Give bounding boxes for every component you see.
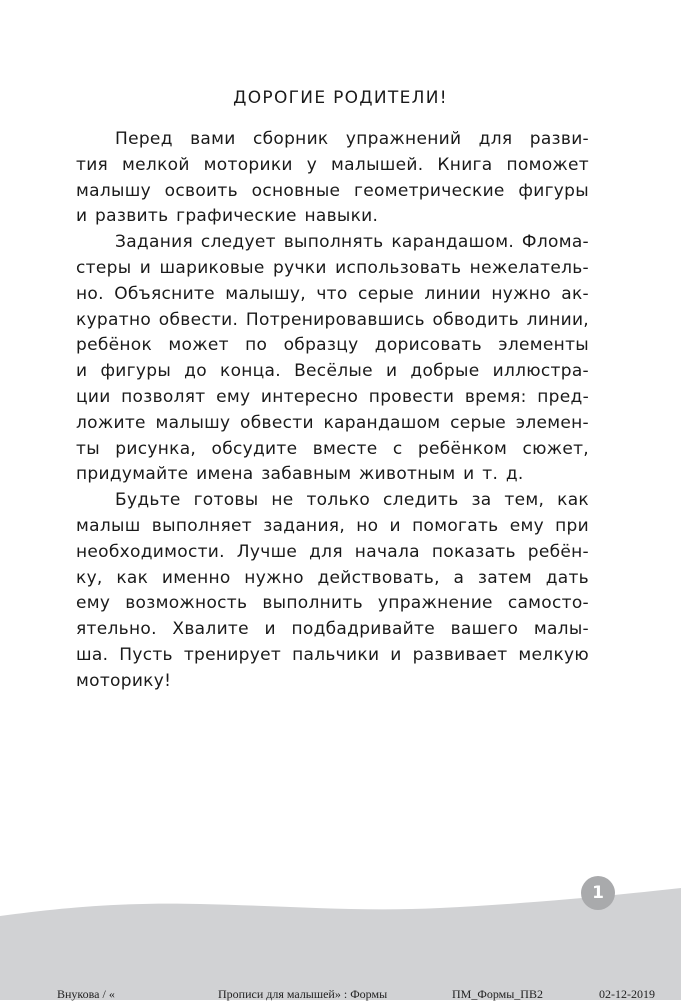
text-line: ятельно. Хвалите и подбадривайте вашего малы-	[76, 619, 589, 640]
imprint-author: Внукова / «	[57, 987, 115, 1001]
text-line: малышу освоить основные геометрические фигуры	[76, 180, 589, 201]
text-line: ребёнок может по образцу дорисовать элементы	[76, 335, 589, 356]
text-line: придумайте имена забавным животным и т. д.	[76, 464, 524, 485]
paragraph-2	[76, 230, 589, 488]
text-line: стеры и шариковые ручки использовать нежелатель-	[76, 257, 589, 278]
text-line: необходимости. Лучше для начала показать ребён-	[76, 541, 589, 562]
text-line: Будьте готовы не только следить за тем, как	[115, 490, 589, 511]
page-number: 1	[592, 883, 604, 903]
text-line: ему возможность выполнить упражнение самосто-	[76, 593, 589, 614]
imprint-file: ПМ_Формы_ПВ2	[452, 987, 543, 1001]
page-number-badge	[581, 876, 615, 910]
text-line: и фигуры до конца. Весёлые и добрые иллюстра-	[76, 361, 589, 382]
text-line: малыш выполняет задания, но и помогать ему при	[76, 515, 589, 536]
text-line: и развить графические навыки.	[76, 206, 379, 227]
text-line: ты рисунка, обсудите вместе с ребёнком сюжет,	[76, 438, 589, 459]
text-line: Перед вами сборник упражнений для разви-	[115, 129, 589, 149]
text-line: ку, как именно нужно действовать, а затем дать	[76, 567, 589, 588]
text-line: ша. Пусть тренирует пальчики и развивает мелкую	[76, 644, 589, 665]
paragraph-1	[76, 127, 589, 230]
paragraph-3	[76, 488, 589, 694]
text-line: моторику!	[76, 670, 172, 691]
text-line: но. Объясните малышу, что серые линии нужно ак-	[76, 283, 589, 304]
body-text	[76, 127, 589, 695]
text-line: куратно обвести. Потренировавшись обводить линии,	[76, 309, 590, 330]
text-line: Задания следует выполнять карандашом. Флома-	[115, 232, 589, 253]
imprint-book: Прописи для малышей» : Формы	[218, 987, 388, 1001]
text-line: ции позволят ему интересно провести время: пред-	[76, 386, 589, 407]
page-title: ДОРОГИЕ РОДИТЕЛИ!	[233, 88, 448, 108]
imprint-date: 02-12-2019	[599, 987, 655, 1001]
footer-wave-shape	[0, 888, 681, 1000]
footer-wave-band	[0, 888, 681, 1000]
text-line: тия мелкой моторики у малышей. Книга поможет	[76, 154, 589, 175]
text-line: ложите малышу обвести карандашом серые элемен-	[76, 412, 589, 433]
